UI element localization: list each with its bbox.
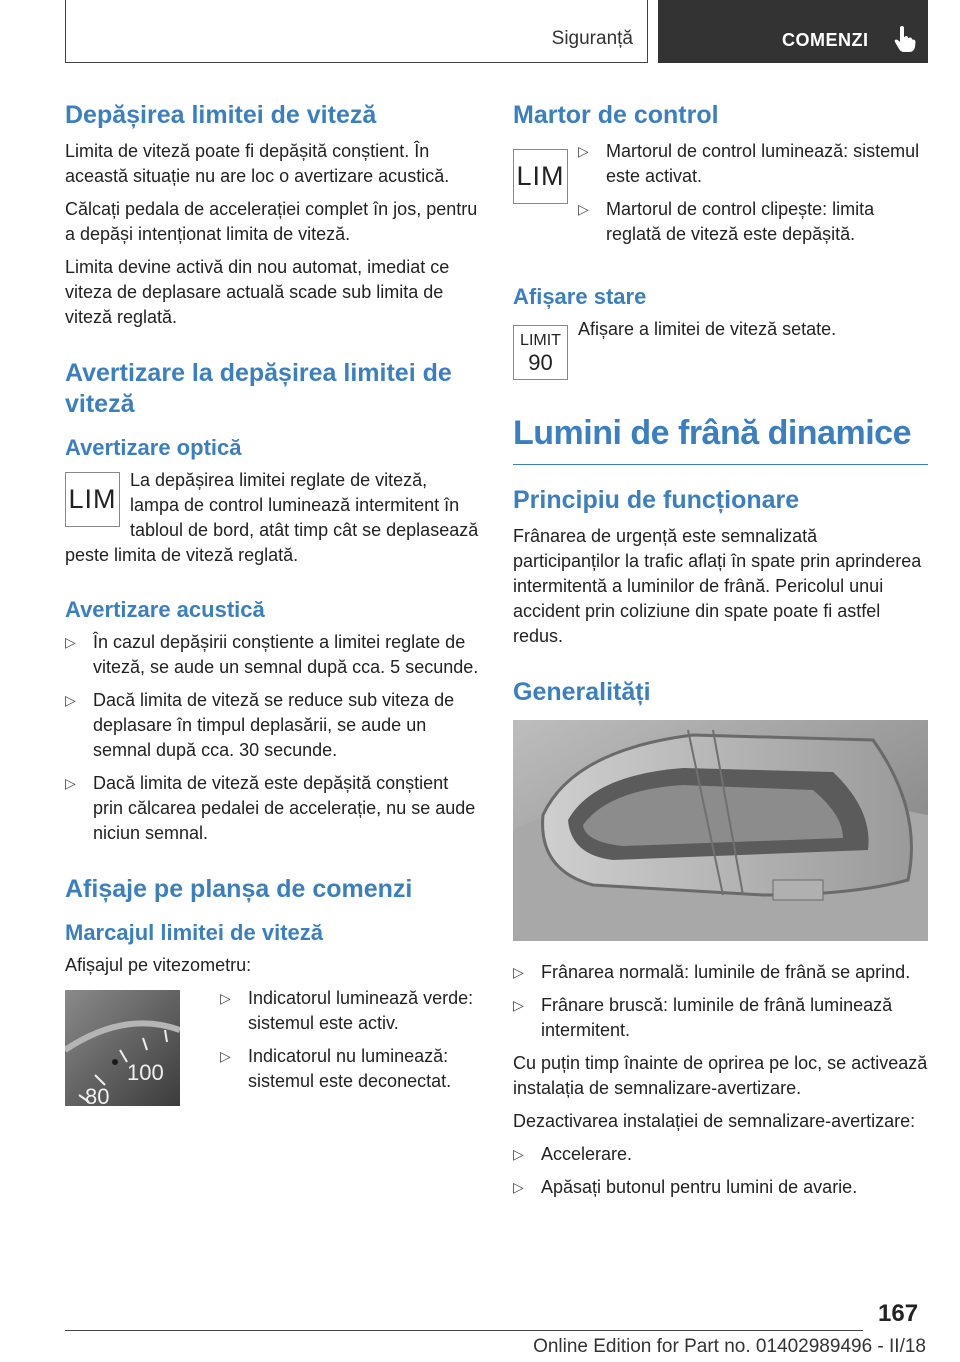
paragraph: Frânarea de urgență este semnalizată participanților la trafic aflați în spate prin aprinderea intermitentă a luminilor de frână. Pericolul unui accident prin coliziune din spate poate fi astfel redus. [513,526,922,646]
paragraph: Călcați pedala de accelerației complet în jos, pentru a depăși intenționat limita de viteză. [65,199,478,244]
paragraph: Afișare a limitei de viteză setate. [578,319,837,339]
list-item: ▷ Martorul de control clipește: limita reglată de viteză este depășită. [578,199,875,244]
triangle-bullet-icon: ▷ [513,1179,524,1195]
heading-control-light: Martor de control [513,101,719,129]
acoustic-list [65,630,480,846]
tail-light-image [513,720,928,941]
paragraph: Dezactivarea instalației de semnalizare-avertizare: [513,1111,916,1131]
heading-displays: Afișaje pe planșa de comenzi [65,875,413,903]
triangle-bullet-icon: ▷ [578,143,589,159]
list-item: ▷ Dacă limita de viteză este depășită conștient prin călcarea pedalei de accelerație, nu se aude niciun semnal. [65,773,476,843]
list-item: ▷ Frânare bruscă: luminile de frână luminează intermitent. [513,995,893,1040]
control-list [578,139,928,255]
list-item: ▷ Accelerare. [513,1142,928,1167]
triangle-bullet-icon: ▷ [65,775,76,791]
triangle-bullet-icon: ▷ [578,201,589,217]
paragraph: La depășirea limitei reglate de viteză, lampa de control luminează intermitent în tabloul de bord, atât timp cât se deplasează peste limita de viteză reglată. [65,470,479,565]
paragraph: Limita de viteză poate fi depășită conștient. În această situație nu are loc o avertizare acustică. [65,141,450,186]
paragraph: Limita devine activă din nou automat, imediat ce viteza de deplasare actuală scade sub limita de viteză reglată. [65,257,450,327]
header-chapter-tab [658,0,928,63]
heading-warning: Avertizare la depășirea limitei de viteză [65,359,452,418]
triangle-bullet-icon: ▷ [65,692,76,708]
triangle-bullet-icon: ▷ [220,1048,231,1064]
limit-90-icon: LIMIT 90 [513,325,568,380]
heading-principle: Principiu de funcționare [513,486,800,514]
triangle-bullet-icon: ▷ [513,1146,524,1162]
list-item: ▷ Indicatorul nu luminează: sistemul este deconectat. [220,1046,452,1091]
edition-note: Online Edition for Part no. 01402989496 - II/18 [533,1336,926,1357]
deactivation-list [513,1142,928,1200]
triangle-bullet-icon: ▷ [513,997,524,1013]
speedo-label-100: 100 [127,1060,164,1085]
header-section-tab [65,0,648,63]
heading-acoustic-warning: Avertizare acustică [65,597,265,622]
triangle-bullet-icon: ▷ [65,634,76,650]
triangle-bullet-icon: ▷ [220,990,231,1006]
lim-indicator-icon: LIM [513,149,568,204]
paragraph: Cu puțin timp înainte de oprirea pe loc, se activează instalația de semnalizare-avertizare. [513,1053,928,1098]
heading-status-display: Afișare stare [513,284,647,309]
speedo-label-80: 80 [85,1084,110,1106]
list-item: ▷ Indicatorul luminează verde: sistemul este activ. [220,988,474,1033]
list-item: ▷ Frânarea normală: luminile de frână se aprind. [513,960,928,985]
chapter-title: COMENZI [782,30,869,50]
list-item: ▷ Apăsați butonul pentru lumini de avarie. [513,1175,928,1200]
heading-exceed-limit: Depășirea limitei de viteză [65,101,377,129]
page-number: 167 [878,1300,919,1327]
heading-general: Generalități [513,678,651,706]
section-title: Siguranță [551,28,633,49]
list-item: ▷ Dacă limita de viteză se reduce sub viteza de deplasare în timpul deplasării, se aude un semnal după cca. 30 secunde. [65,690,455,760]
lim-indicator-icon: LIM [65,472,120,527]
list-item: ▷ În cazul depășirii conștiente a limitei reglate de viteză, se aude un semnal după cca. 5 secunde. [65,632,479,677]
list-item: ▷ Martorul de control luminează: sistemul este activat. [578,141,920,186]
heading-speed-marker: Marcajul limitei de viteză [65,920,323,945]
triangle-bullet-icon: ▷ [513,964,524,980]
paragraph: Afișajul pe vitezometru: [65,955,252,975]
footer-rule [65,1330,863,1331]
heading-optical-warning: Avertizare optică [65,435,242,460]
general-list [513,960,928,1043]
hand-pointer-icon [894,25,916,53]
chapter-heading-dynamic-brake-lights: Lumini de frână dinamice [513,412,928,465]
right-column [513,100,928,1208]
speed-marker-dot [112,1059,118,1065]
left-column [65,100,480,1110]
speedometer-image [65,990,180,1106]
